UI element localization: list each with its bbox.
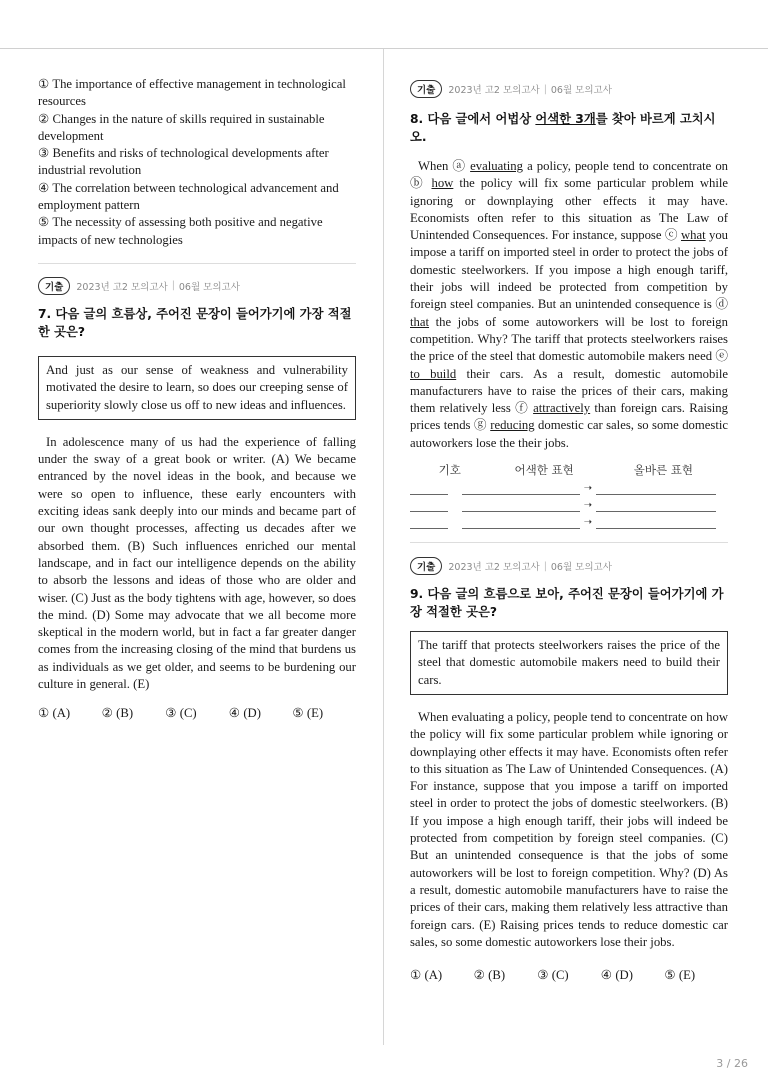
- question-8: [410, 80, 728, 529]
- marker-c: ⓒ: [664, 228, 678, 243]
- q7-title: 7. 다음 글의 흐름상, 주어진 문장이 들어가기에 가장 적절한 곳은?: [38, 306, 352, 339]
- underlined-c: what: [680, 228, 706, 243]
- q9-given-sentence: The tariff that protects steelworkers raises the price of the steel that domestic automobile makers need to build their cars.: [410, 631, 728, 695]
- q9-choices: [410, 967, 728, 983]
- arrow-icon: ➝: [583, 500, 593, 512]
- left-column: [38, 76, 356, 721]
- section-divider: [410, 542, 728, 543]
- marker-a: ⓐ: [452, 159, 467, 173]
- wrong-expression-blank[interactable]: [462, 482, 580, 495]
- q7-choice-3[interactable]: ③ (C): [165, 706, 197, 721]
- q8-source-separator: |: [543, 83, 547, 95]
- q7-given-sentence: And just as our sense of weakness and vulnerability motivated the desire to learn, so does our creeping sense of superiority slowly close us off to new ideas and influences.: [38, 356, 356, 420]
- q9-passage-text: When evaluating a policy, people tend to concentrate on how the policy will fix some particular problem while ignoring or downplaying other effects it may have. Economists often refer to this situation as The Law of Unintended Consequences. (A) For instance, suppose that you impose a tariff on imported steel in order to protect the jobs of domestic steelworkers. (B) If you impose a high enough tariff, their jobs will indeed be protected from competition by foreign steel companies. (C) But an unintended consequence is that the jobs of some autoworkers will be lost to foreign competition. Why? (D) As a result, domestic automobile manufacturers have to raise the prices of their cars, making them relatively less attractive than foreign cars. (E) Raising prices tends to reduce domestic car sales, so some domestic autoworkers lose their jobs.: [410, 709, 728, 949]
- option-1: ① The importance of effective management in technological resources: [38, 77, 346, 109]
- q7-choices: [38, 705, 356, 721]
- arrow-icon: ➝: [583, 517, 593, 529]
- q7-choice-5[interactable]: ⑤ (E): [292, 706, 324, 721]
- underlined-f: attractively: [533, 401, 591, 416]
- q9-choice-2[interactable]: ② (B): [473, 968, 506, 983]
- q8-title-underlined: 어색한 3개: [535, 112, 596, 126]
- q9-passage: [410, 709, 728, 951]
- underlined-e: to build: [410, 366, 457, 381]
- q8-answer-row: [410, 495, 728, 512]
- option-2: ② Changes in the nature of skills required in sustainable development: [38, 111, 325, 143]
- q9-choice-3[interactable]: ③ (C): [537, 968, 569, 983]
- q7-passage: [38, 434, 356, 693]
- q9-source: [410, 557, 728, 575]
- right-column: [410, 80, 728, 983]
- q8-title: [410, 110, 728, 146]
- col-symbol-header: 기호: [438, 463, 461, 478]
- q7-choice-1[interactable]: ① (A): [38, 706, 71, 721]
- marker-e: ⓔ: [715, 349, 728, 364]
- q8-source-year: 2023년 고2 모의고사: [448, 85, 540, 96]
- option-4: ④ The correlation between technological advancement and employment pattern: [38, 180, 339, 213]
- q9-source-exam: 06월 모의고사: [550, 562, 612, 574]
- underlined-b: how: [431, 176, 454, 191]
- correct-expression-blank[interactable]: [596, 516, 716, 529]
- q9-choice-5[interactable]: ⑤ (E): [664, 968, 696, 983]
- q8-source: [410, 80, 728, 98]
- marker-f: ⓕ: [515, 401, 529, 416]
- question-9: [410, 557, 728, 983]
- symbol-blank[interactable]: [410, 516, 448, 529]
- q8-passage: [410, 158, 728, 452]
- q8-source-exam: 06월 모의고사: [550, 85, 612, 96]
- underlined-d: that: [410, 314, 430, 329]
- underlined-g: reducing: [490, 418, 535, 433]
- q9-title: 9. 다음 글의 흐름으로 보아, 주어진 문장이 들어가기에 가장 적절한 곳은?: [410, 587, 724, 620]
- q8-answer-row: [410, 512, 728, 529]
- q9-choice-1[interactable]: ① (A): [410, 968, 443, 983]
- wrong-expression-blank[interactable]: [462, 499, 580, 512]
- q8-table-header: [410, 462, 728, 478]
- arrow-icon: ➝: [583, 483, 593, 495]
- marker-g: ⓖ: [473, 418, 487, 433]
- q9-tag-badge: 기출: [410, 557, 442, 575]
- q8-title-post: 를 찾아 바르게 고치시오.: [410, 112, 716, 144]
- symbol-blank[interactable]: [410, 482, 448, 495]
- q7-source-year: 2023년 고2 모의고사: [76, 281, 168, 293]
- question-7: [38, 277, 356, 721]
- symbol-blank[interactable]: [410, 499, 448, 512]
- page-number: 3 / 26: [716, 1057, 748, 1070]
- q8-tag-badge: 기출: [410, 80, 442, 98]
- q9-source-separator: |: [543, 560, 547, 572]
- q9-source-year: 2023년 고2 모의고사: [448, 562, 540, 574]
- column-divider: [383, 49, 384, 1045]
- correct-expression-blank[interactable]: [596, 499, 716, 512]
- correct-expression-blank[interactable]: [596, 482, 716, 495]
- underlined-a: evaluating: [470, 159, 523, 173]
- q8-title-pre: 8. 다음 글에서 어법상: [410, 112, 536, 126]
- wrong-expression-blank[interactable]: [462, 516, 580, 529]
- q7-passage-text: In adolescence many of us had the experience of falling under the sway of a great book or writer. (A) We became entranced by the novel ideas in the book, and because we were so open to influence, these early encounters with exciting ideas sank deeply into our minds and became part of our own thought processes, affecting us decades after we absorbed them. (B) Such influences enriched our mental landscape, and in fact our intelligence depends on the ability to absorb the lessons and ideas of those who are older and wiser. (C) Just as the body tightens with age, however, so does the mind. (D) Some may advocate that we all become more skeptical in the modern world, but in fact a far greater danger comes from the increasing closing of the mind that burdens us as individuals as we get older, and seems to be burdening our culture in general. (E): [38, 434, 356, 692]
- col-wrong-header: 어색한 표현: [514, 463, 574, 478]
- marker-b: ⓑ: [410, 176, 426, 191]
- q7-source-separator: |: [171, 280, 175, 292]
- q7-tag-badge: 기출: [38, 277, 70, 295]
- q9-choice-4[interactable]: ④ (D): [600, 968, 633, 983]
- q7-source-exam: 06월 모의고사: [178, 281, 240, 293]
- q7-choice-2[interactable]: ② (B): [101, 706, 134, 721]
- previous-question-options: [38, 76, 356, 249]
- option-3: ③ Benefits and risks of technological developments after industrial revolution: [38, 146, 329, 178]
- section-divider: [38, 263, 356, 264]
- col-right-header: 올바른 표현: [633, 463, 693, 478]
- option-5: ⑤ The necessity of assessing both positive and negative impacts of new technologies: [38, 215, 323, 247]
- q7-source: [38, 277, 356, 295]
- q8-passage-text: When ⓐ evaluating a policy, people tend to concentrate on ⓑ how the policy will fix some particular problem while ignoring or downplaying other effects it may have. Economists often refer to this situation as The Law of Unintended Consequences. For instance, suppose ⓒ what you impose a tariff on imported steel in order to protect the jobs of domestic steelworkers. If you impose a high enough tariff, their jobs will indeed be protected from competition by foreign steel companies. But an unintended consequence is ⓓ that the jobs of some autoworkers will be lost to foreign competition. Why? The tariff that protects steelworkers raises the price of the steel that domestic automobile makers need ⓔ to build their cars. As a result, domestic automobile manufacturers have to raise the prices of their cars, making them relatively less ⓕ attractively than foreign cars. Raising prices tends ⓖ reducing domestic car sales, so some domestic autoworkers lose the their jobs.: [410, 159, 729, 450]
- header-rule: [0, 48, 768, 49]
- q8-answer-row: [410, 478, 728, 495]
- marker-d: ⓓ: [715, 297, 728, 312]
- q8-answer-table: [410, 462, 728, 529]
- q7-choice-4[interactable]: ④ (D): [228, 706, 261, 721]
